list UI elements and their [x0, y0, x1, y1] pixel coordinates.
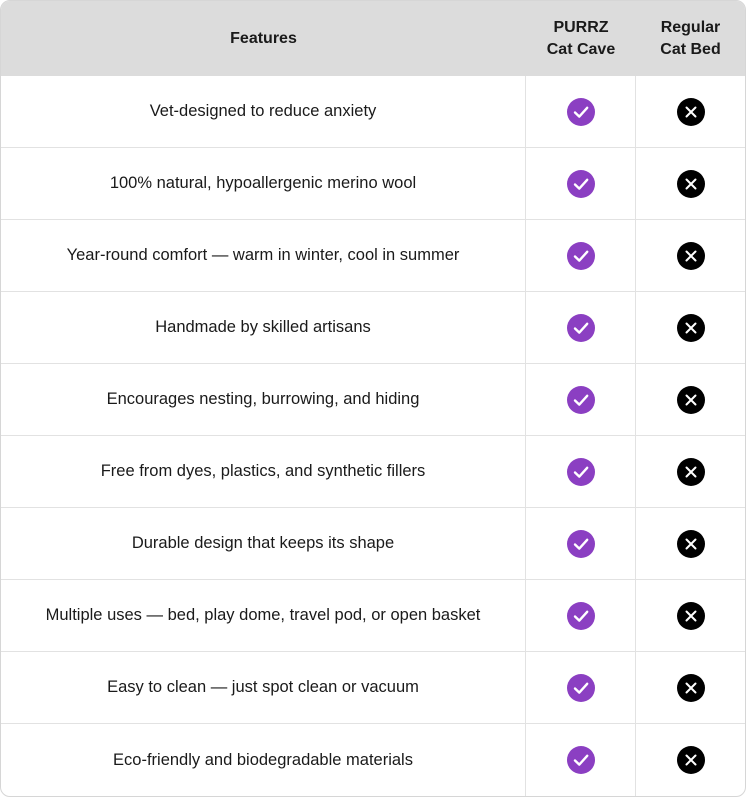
- check-circle-icon: [567, 242, 595, 270]
- header-regular-cell: [636, 1, 745, 76]
- x-circle-icon: [677, 170, 705, 198]
- x-circle-icon: [677, 530, 705, 558]
- x-circle-icon: [677, 746, 705, 774]
- x-circle-icon: [677, 386, 705, 414]
- header-features-cell: [1, 1, 526, 76]
- regular-cell: [636, 76, 745, 147]
- regular-cell: [636, 652, 745, 723]
- check-circle-icon: [567, 530, 595, 558]
- table-header: [1, 1, 745, 76]
- x-circle-icon: [677, 242, 705, 270]
- x-circle-icon: [677, 314, 705, 342]
- header-regular-line2: Cat Bed: [660, 40, 721, 58]
- purrz-cell: [526, 652, 636, 723]
- regular-cell: [636, 436, 745, 507]
- feature-label: Encourages nesting, burrowing, and hiding: [106, 390, 420, 408]
- table-row: [1, 292, 745, 364]
- feature-cell: [1, 292, 526, 363]
- regular-cell: [636, 364, 745, 435]
- table-row: [1, 724, 745, 796]
- table-row: [1, 76, 745, 148]
- check-circle-icon: [567, 170, 595, 198]
- regular-cell: [636, 724, 745, 796]
- table-row: [1, 652, 745, 724]
- x-circle-icon: [677, 458, 705, 486]
- regular-cell: [636, 508, 745, 579]
- feature-label: Eco-friendly and biodegradable materials: [113, 750, 413, 769]
- regular-cell: [636, 220, 745, 291]
- feature-label: Vet-designed to reduce anxiety: [149, 102, 377, 120]
- header-purrz-line2: Cat Cave: [546, 40, 616, 58]
- table-row: [1, 364, 745, 436]
- table-row: [1, 508, 745, 580]
- table-row: [1, 148, 745, 220]
- check-circle-icon: [567, 98, 595, 126]
- feature-label: Year-round comfort — warm in winter, cool in summer: [66, 246, 460, 264]
- check-circle-icon: [567, 314, 595, 342]
- regular-cell: [636, 292, 745, 363]
- header-features-label: Features: [230, 29, 297, 47]
- purrz-cell: [526, 220, 636, 291]
- purrz-cell: [526, 76, 636, 147]
- header-regular-line1: Regular: [660, 18, 721, 36]
- feature-label: Durable design that keeps its shape: [131, 534, 395, 552]
- feature-cell: [1, 148, 526, 219]
- purrz-cell: [526, 724, 636, 796]
- purrz-cell: [526, 292, 636, 363]
- feature-label: Handmade by skilled artisans: [155, 318, 371, 336]
- table-row: [1, 220, 745, 292]
- feature-cell: [1, 76, 526, 147]
- table-body: [1, 76, 745, 796]
- purrz-cell: [526, 148, 636, 219]
- purrz-cell: [526, 364, 636, 435]
- header-regular-label: [660, 17, 720, 61]
- purrz-cell: [526, 436, 636, 507]
- check-circle-icon: [567, 674, 595, 702]
- purrz-cell: [526, 508, 636, 579]
- table-row: [1, 436, 745, 508]
- feature-cell: [1, 364, 526, 435]
- header-purrz-line1: PURRZ: [553, 18, 609, 36]
- feature-cell: [1, 508, 526, 579]
- regular-cell: [636, 148, 745, 219]
- feature-cell: [1, 580, 526, 651]
- x-circle-icon: [677, 674, 705, 702]
- check-circle-icon: [567, 458, 595, 486]
- check-circle-icon: [567, 386, 595, 414]
- feature-label: Multiple uses — bed, play dome, travel pod, or open basket: [45, 606, 481, 624]
- x-circle-icon: [677, 602, 705, 630]
- feature-cell: [1, 652, 526, 723]
- feature-label: 100% natural, hypoallergenic merino wool: [109, 174, 417, 192]
- header-purrz-cell: [526, 1, 636, 76]
- feature-label: Easy to clean — just spot clean or vacuum: [107, 678, 419, 696]
- feature-cell: [1, 436, 526, 507]
- check-circle-icon: [567, 746, 595, 774]
- check-circle-icon: [567, 602, 595, 630]
- feature-label: Free from dyes, plastics, and synthetic fillers: [100, 462, 426, 480]
- feature-cell: [1, 220, 526, 291]
- purrz-cell: [526, 580, 636, 651]
- table-row: [1, 580, 745, 652]
- header-purrz-label: [547, 17, 615, 61]
- regular-cell: [636, 580, 745, 651]
- x-circle-icon: [677, 98, 705, 126]
- feature-cell: [1, 724, 526, 796]
